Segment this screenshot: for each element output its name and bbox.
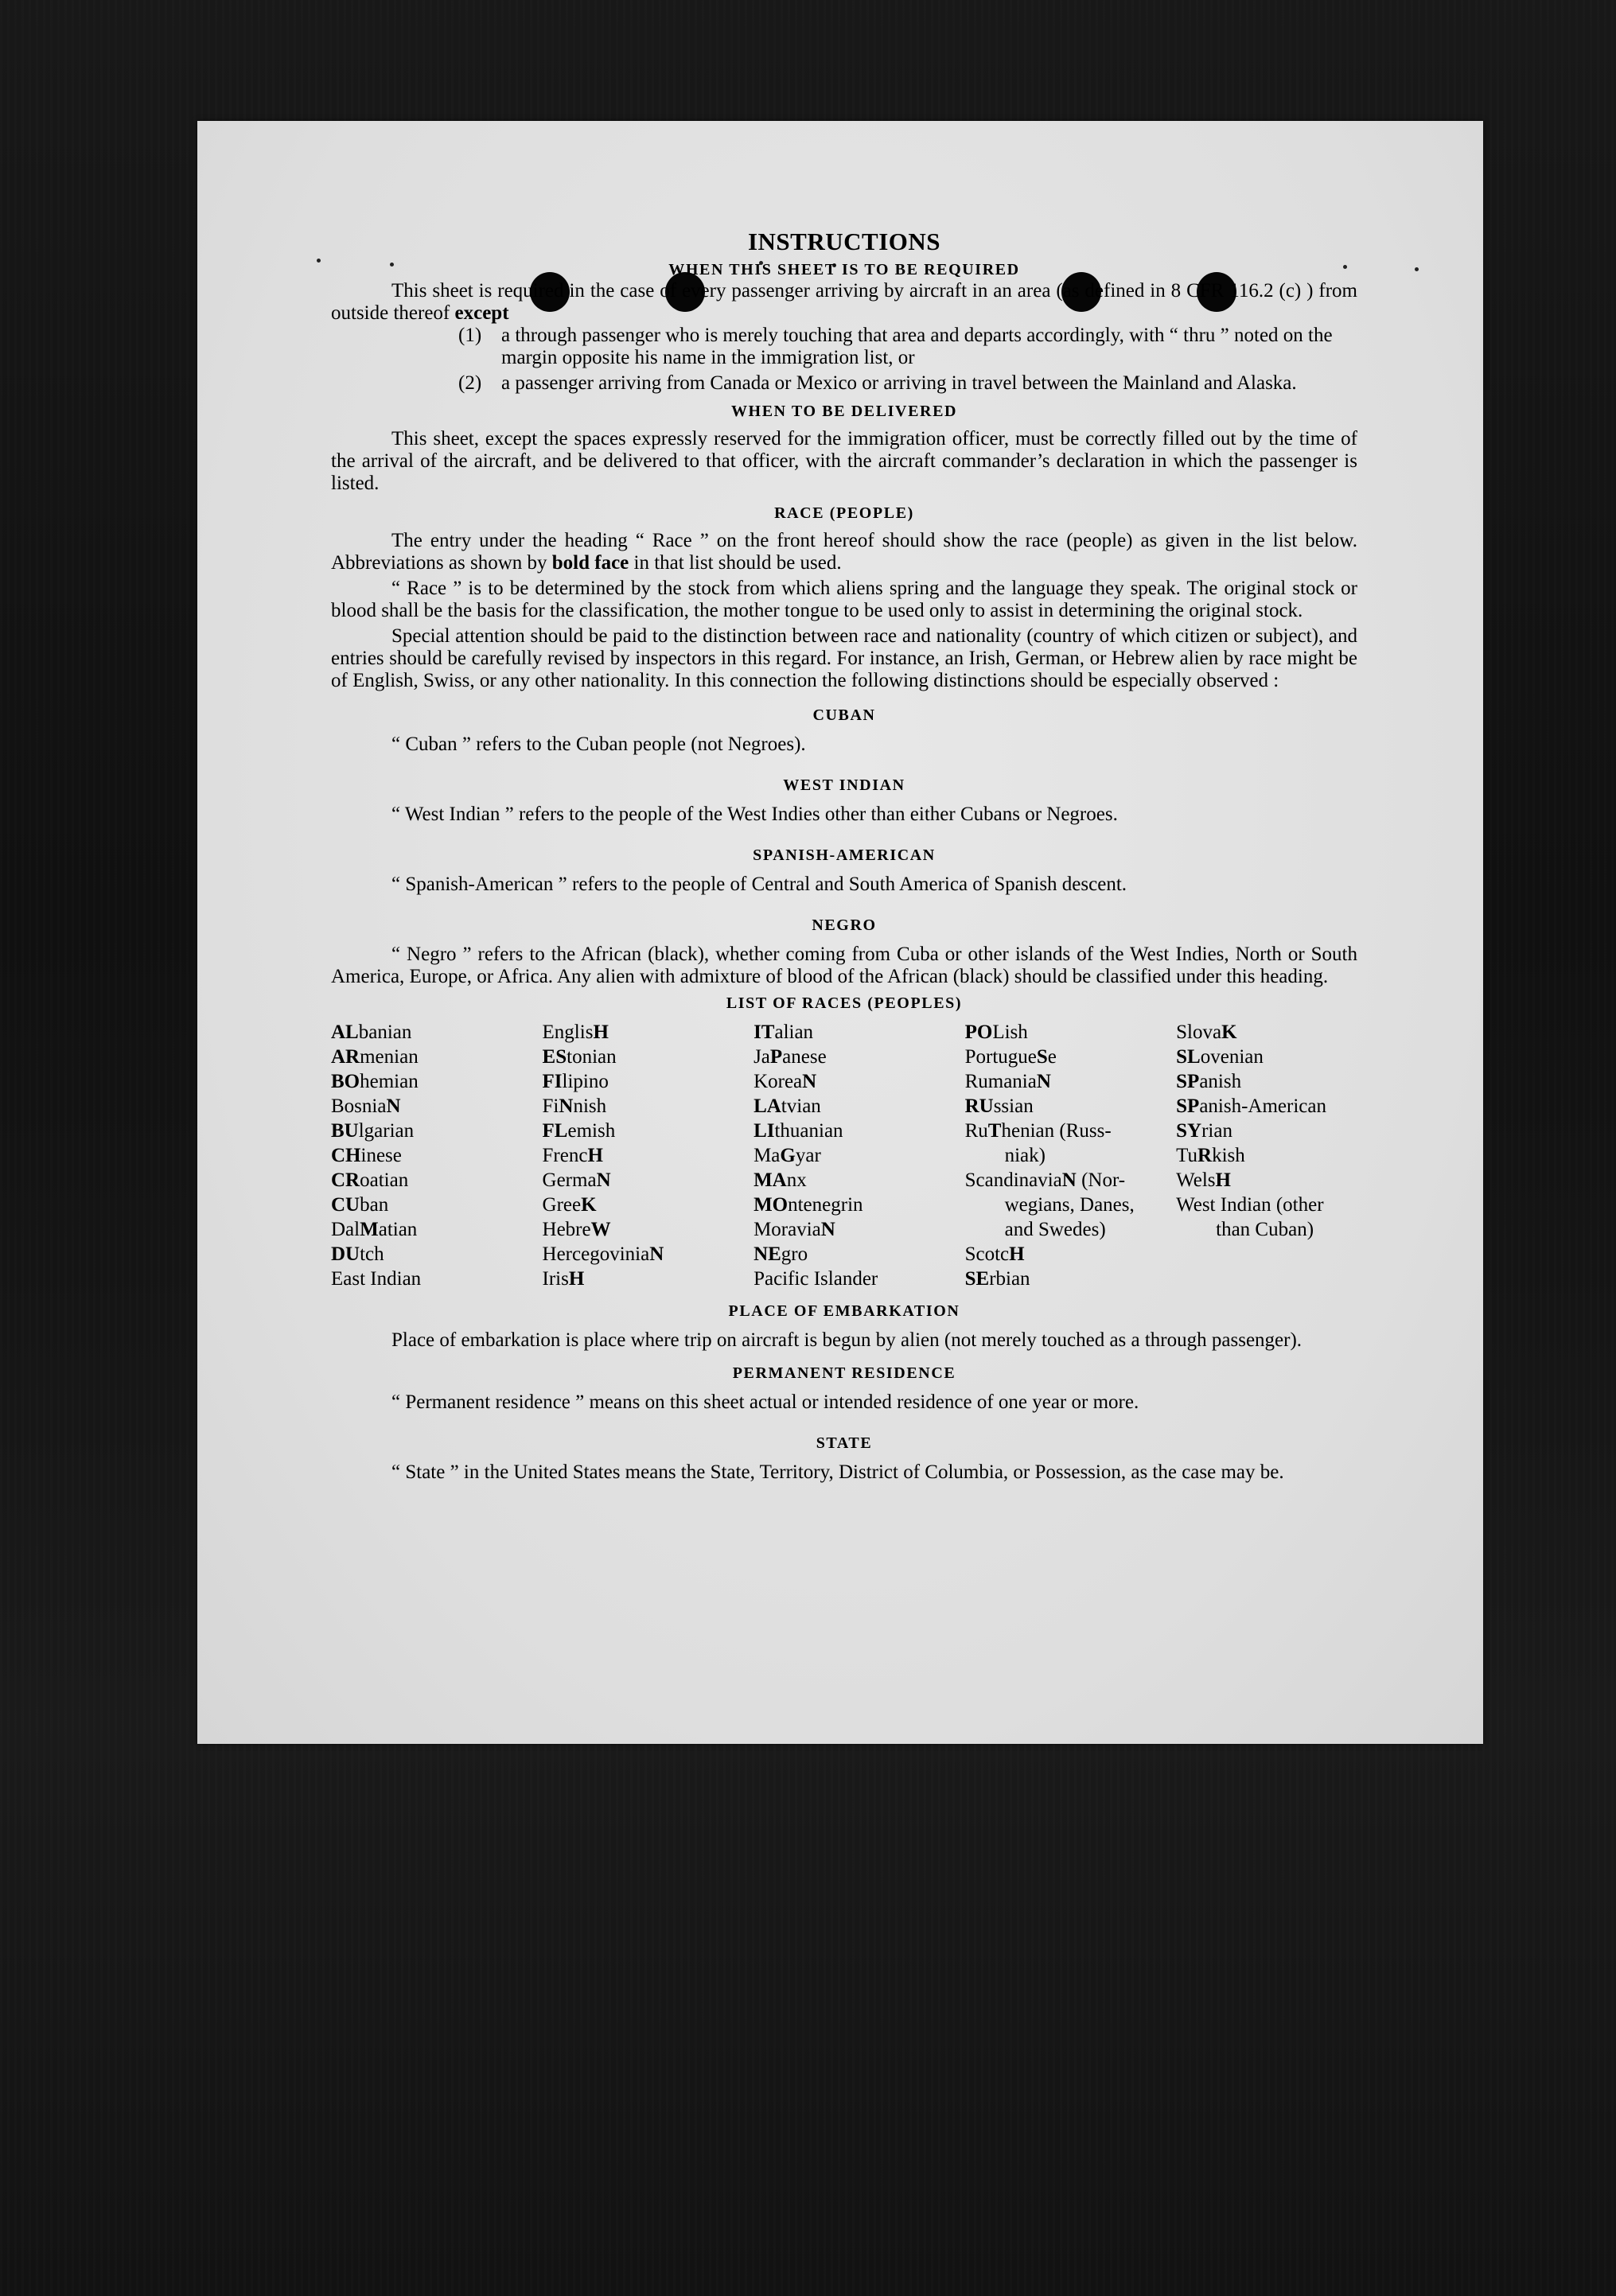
section-heading-race: RACE (PEOPLE) [774,504,914,522]
race-entry: SlovaK [1176,1022,1237,1043]
race-entry: FIlipino [542,1071,609,1092]
paragraph-race-1: The entry under the heading “ Race ” on the front hereof should show the race (people) as given in the list below. Abbreviations as shown by bold face in that list should be used. [331,530,1357,574]
section-heading-delivered: WHEN TO BE DELIVERED [730,403,958,420]
section-heading-residence: PERMANENT RESIDENCE [732,1364,956,1382]
paragraph-negro: “ Negro ” refers to the African (black), whether coming from Cuba or other islands of the West Indies, North or South America, Europe, or Africa. Any alien with admixture of blood of the African (black) should be classified under this heading. [331,944,1357,987]
race-entry: WelsH [1176,1169,1231,1191]
race-entry: MOntenegrin [753,1194,863,1216]
race-entry: CUban [331,1194,389,1216]
section-heading-state: STATE [816,1434,873,1452]
races-column [543,1020,754,1291]
race-entry: DalMatian [331,1219,418,1240]
race-entry: HercegoviniaN [542,1243,664,1265]
race-entry: ITalian [753,1022,814,1043]
paragraph-required: This sheet is required in the case of every passenger arriving by aircraft in an area (as defined in 8 CFR 116.2 (c) ) from outside thereof except [331,280,1357,324]
race-entry: MaGyar [753,1145,821,1166]
race-entry: ALbanian [331,1022,412,1043]
race-entry: ScandinaviaN (Nor- [964,1169,1126,1191]
instructions-content [331,228,1357,1484]
race-entry: Pacific Islander [753,1268,878,1290]
race-entry: than Cuban) [1176,1219,1314,1240]
dust-speck [1415,267,1419,271]
race-entry: ScotcH [964,1243,1025,1265]
race-entry: POLish [964,1022,1028,1043]
race-entry: niak) [964,1145,1046,1166]
race-entry: JaPanese [753,1046,827,1068]
exception-item-1: (1) a through passenger who is merely touching that area and departs accordingly, with “ thru ” noted on the margin opposite his name in the immigration list, or [458,325,1333,368]
section-heading-embarkation: PLACE OF EMBARKATION [728,1302,960,1320]
race-entry: and Swedes) [964,1219,1106,1240]
race-entry: ARmenian [331,1046,419,1068]
race-entry: RumaniaN [964,1071,1051,1092]
section-heading-required: WHEN THIS SHEET IS TO BE REQUIRED [668,261,1020,278]
dust-speck [317,259,321,263]
paragraph-delivered: This sheet, except the spaces expressly reserved for the immigration officer, must be correctly filled out by the time of the arrival of the aircraft, and be delivered to that officer, with the aircraft commander’s declaration in which the passenger is listed. [331,428,1357,494]
race-entry: LIthuanian [753,1120,843,1142]
race-entry: BOhemian [331,1071,419,1092]
paragraph-race-3: Special attention should be paid to the distinction between race and nationality (country of which citizen or subject), and entries should be carefully revised by inspectors in this regard. For instance, an Irish, German, or Hebrew alien by race might be of English, Swiss, or any other nationality. In this connection the following distinctions should be especially observed : [331,625,1357,691]
race-entry: KoreaN [753,1071,817,1092]
race-entry: LAtvian [753,1095,821,1117]
race-entry: NEgro [753,1243,808,1265]
race-entry: TuRkish [1176,1145,1245,1166]
race-entry: CHinese [331,1145,402,1166]
race-entry: FiNnish [542,1095,607,1117]
paragraph-west-indian: “ West Indian ” refers to the people of the West Indies other than either Cubans or Negroes. [391,804,1118,825]
race-entry: CRoatian [331,1169,409,1191]
races-column [1176,1020,1357,1291]
races-list [331,1020,1357,1291]
paragraph-state: “ State ” in the United States means the State, Territory, District of Columbia, or Possession, as the case may be. [391,1461,1284,1483]
race-entry: EnglisH [542,1022,609,1043]
race-entry: IrisH [542,1268,585,1290]
race-entry: HebreW [542,1219,611,1240]
races-column [753,1020,965,1291]
race-entry: MAnx [753,1169,807,1191]
paragraph-spanish-american: “ Spanish-American ” refers to the people of Central and South America of Spanish descent. [391,874,1127,895]
race-entry: DUtch [331,1243,384,1265]
race-entry: wegians, Danes, [964,1194,1135,1216]
race-entry: RuThenian (Russ- [964,1120,1112,1142]
race-entry: FrencH [542,1145,603,1166]
paragraph-residence: “ Permanent residence ” means on this sheet actual or intended residence of one year or more. [391,1391,1139,1413]
race-entry: SYrian [1176,1120,1232,1142]
race-entry: West Indian (other [1176,1194,1324,1216]
section-heading-spanish-american: SPANISH-AMERICAN [753,846,936,864]
race-entry: EStonian [542,1046,617,1068]
race-entry: RUssian [964,1095,1034,1117]
section-heading-negro: NEGRO [812,916,877,934]
race-entry: FLemish [542,1120,616,1142]
race-entry: SLovenian [1176,1046,1264,1068]
race-entry: East Indian [331,1268,422,1290]
races-column [965,1020,1177,1291]
race-entry: MoraviaN [753,1219,835,1240]
race-entry: BosniaN [331,1095,401,1117]
race-entry: BUlgarian [331,1120,415,1142]
section-heading-races-list: LIST OF RACES (PEOPLES) [726,994,963,1012]
paragraph-race-2: “ Race ” is to be determined by the stock from which aliens spring and the language they speak. The original stock or blood shall be the basis for the classification, the mother tongue to be used only to assist in determining the original stock. [331,578,1357,621]
race-entry: SErbian [964,1268,1030,1290]
race-entry: GermaN [542,1169,611,1191]
race-entry: SPanish [1176,1071,1242,1092]
race-entry: PortugueSe [964,1046,1057,1068]
exception-item-2: (2) a passenger arriving from Canada or Mexico or arriving in travel between the Mainland and Alaska. [458,372,1297,394]
page-title: INSTRUCTIONS [747,228,940,255]
race-entry: SPanish-American [1176,1095,1326,1117]
paragraph-cuban: “ Cuban ” refers to the Cuban people (not Negroes). [391,734,806,755]
races-column [331,1020,543,1291]
section-heading-west-indian: WEST INDIAN [783,776,905,794]
section-heading-cuban: CUBAN [812,706,876,724]
race-entry: GreeK [542,1194,597,1216]
paragraph-embarkation: Place of embarkation is place where trip on aircraft is begun by alien (not merely touched as a through passenger). [391,1329,1303,1351]
